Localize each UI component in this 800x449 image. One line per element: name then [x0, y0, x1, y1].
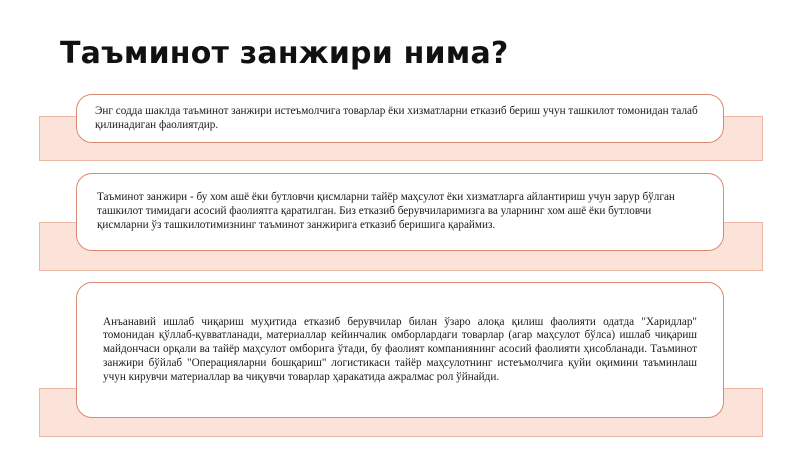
block-2-card	[76, 173, 724, 251]
block-3-text: Анъанавий ишлаб чиқариш муҳитида етказиб берувчилар билан ўзаро алоқа қилиш фаолияти одатда "Харидлар" томонидан қўллаб-қувватланади, материаллар кейинчалик омборлардаги товарлар (агар маҳсулот бўлса) ишлаб чиқариш майдончаси орқали ва тайёр маҳсулот омборига ўтади, бу фаолият компаниянинг асосий фаолияти ҳисобланади. Таъминот занжири бўйлаб "Операцияларни бошқариш" логистикаси тайёр маҳсулотнинг истеъмолчига қуйи оқимини таъминлаш учун кирувчи материаллар ва чиқувчи товарлар ҳаракатида ажралмас рол ўйнайди.	[103, 315, 697, 383]
slide-title: Таъминот занжири нима?	[60, 36, 509, 71]
block-1-text: Энг содда шаклда таъминот занжири истеъмолчига товарлар ёки хизматларни етказиб бериш учун ташкилот томонидан талаб қилинадиган фаолиятдир.	[95, 104, 698, 131]
block-2-text: Таъминот занжири - бу хом ашё ёки бутловчи қисмларни тайёр маҳсулот ёки хизматларга айлантириш учун зарур бўлган ташкилот тимидаги асосий фаолиятга қаратилган. Биз етказиб берувчиларимизга ва уларнинг хом ашё ёки бутловчи қисмларни ўз ташкилотимизнинг таъминот занжирига етказиб беришига қараймиз.	[97, 191, 675, 231]
block-1-card	[76, 94, 724, 143]
block-3-card	[76, 282, 724, 418]
